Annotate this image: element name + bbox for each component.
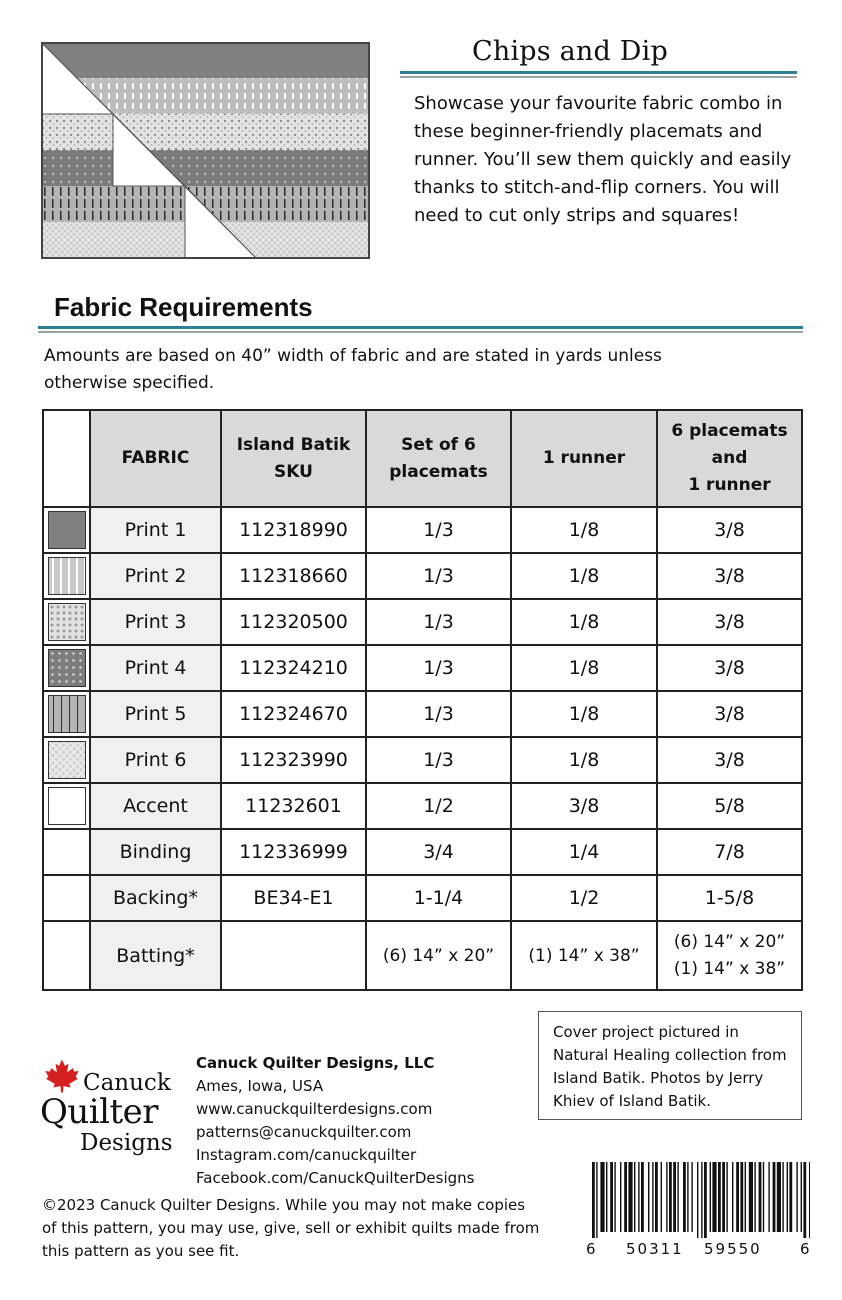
barcode-bar (641, 1162, 644, 1232)
barcode-bar (801, 1162, 802, 1232)
barcode-bar (673, 1162, 676, 1232)
company-website: www.canuckquilterdesigns.com (196, 1100, 433, 1118)
placemats-column-header: Set of 6 placemats (366, 410, 511, 507)
combo-column-header: 6 placemats and 1 runner (657, 410, 802, 507)
barcode-bar (600, 1162, 604, 1232)
runner-cell: 1/8 (511, 507, 657, 553)
barcode-bar (789, 1162, 792, 1232)
company-email: patterns@canuckquilter.com (196, 1123, 412, 1141)
sku-cell: 112336999 (221, 829, 366, 875)
swatch-cell (43, 783, 90, 829)
combo-cell: 3/8 (657, 507, 802, 553)
pattern-title: Chips and Dip (472, 36, 668, 67)
barcode-bar (740, 1162, 743, 1232)
barcode-bar (749, 1162, 753, 1232)
swatch-column-header (43, 410, 90, 507)
print-4-swatch (48, 649, 86, 687)
barcode-bar (754, 1162, 755, 1232)
barcode-bar (648, 1162, 649, 1232)
sku-cell: 112318990 (221, 507, 366, 553)
placemats-cell: 1/3 (366, 599, 511, 645)
sku-column-header: Island Batik SKU (221, 410, 366, 507)
accent-swatch (48, 787, 86, 825)
barcode-bar (620, 1162, 621, 1232)
barcode-bar (710, 1162, 711, 1232)
swatch-cell (43, 921, 90, 990)
print-6-swatch (48, 741, 86, 779)
print-1-swatch (48, 511, 86, 549)
quilt-strip-3 (41, 114, 370, 150)
swatch-cell (43, 875, 90, 921)
barcode-bar (809, 1162, 810, 1238)
barcode-bar (669, 1162, 672, 1232)
fabric-requirements-table (42, 409, 803, 991)
barcode-bar (768, 1162, 769, 1232)
placemats-cell: 3/4 (366, 829, 511, 875)
table-row (43, 599, 802, 645)
combo-cell: 3/8 (657, 553, 802, 599)
logo-canuck: Canuck (83, 1070, 171, 1096)
barcode-bar (745, 1162, 746, 1232)
table-row (43, 921, 802, 990)
company-facebook: Facebook.com/CanuckQuilterDesigns (196, 1169, 475, 1187)
barcode-bar (777, 1162, 781, 1232)
print-3-swatch (48, 603, 86, 641)
barcode-bar (592, 1162, 595, 1238)
barcode-digit-left: 6 (586, 1240, 596, 1258)
barcode-group-1: 50311 (626, 1240, 684, 1258)
barcode-bar (661, 1162, 662, 1232)
section-rule (38, 326, 803, 329)
barcode-bar (782, 1162, 783, 1232)
barcode-bar (712, 1162, 716, 1232)
barcode-bar (666, 1162, 667, 1232)
barcode-bar (614, 1162, 615, 1232)
runner-cell: 1/8 (511, 737, 657, 783)
barcode-bar (638, 1162, 639, 1232)
barcode-bar (652, 1162, 653, 1232)
table-row (43, 875, 802, 921)
combo-cell: (6) 14” x 20” (1) 14” x 38” (657, 921, 802, 990)
barcode-bar (634, 1162, 635, 1232)
company-instagram: Instagram.com/canuckquilter (196, 1146, 417, 1164)
barcode-bar (726, 1162, 727, 1232)
combo-cell: 7/8 (657, 829, 802, 875)
sku-cell: 112323990 (221, 737, 366, 783)
barcode-bar (704, 1162, 707, 1238)
quilt-strip-1 (41, 42, 370, 78)
table-row (43, 553, 802, 599)
fabric-name-cell: Print 4 (90, 645, 221, 691)
quilt-illustration (41, 42, 370, 259)
pattern-description: Showcase your favourite fabric combo in these beginner-friendly placemats and runner. You’ll sew them quickly and easily thanks to stitch-and-flip corners. You will need to cut only strips and squares! (414, 93, 792, 226)
swatch-cell (43, 645, 90, 691)
placemats-cell: 1-1/4 (366, 875, 511, 921)
company-logo (40, 1058, 190, 1168)
barcode-bar (596, 1162, 597, 1238)
barcode-bar (759, 1162, 762, 1232)
company-name: Canuck Quilter Designs, LLC (196, 1054, 435, 1072)
placemats-cell: 1/3 (366, 553, 511, 599)
runner-cell: 1/2 (511, 875, 657, 921)
runner-cell: (1) 14” x 38” (511, 921, 657, 990)
placemats-cell: 1/2 (366, 783, 511, 829)
table-row (43, 691, 802, 737)
sku-cell: 112324670 (221, 691, 366, 737)
barcode-bar (624, 1162, 627, 1232)
amounts-note: Amounts are based on 40” width of fabric and are stated in yards unless otherwise specified. (44, 346, 662, 393)
fabric-name-cell: Print 3 (90, 599, 221, 645)
title-rule-secondary (400, 76, 797, 78)
barcode-bar (732, 1162, 733, 1232)
runner-cell: 1/8 (511, 553, 657, 599)
placemats-cell: 1/3 (366, 507, 511, 553)
fabric-name-cell: Print 5 (90, 691, 221, 737)
barcode-bar (803, 1162, 806, 1238)
barcode-bar (722, 1162, 725, 1232)
cover-photo-credit: Cover project pictured in Natural Healing collection from Island Batik. Photos by Jerry Khiev of Island Batik. (538, 1011, 802, 1120)
runner-column-header: 1 runner (511, 410, 657, 507)
barcode-bar (697, 1162, 698, 1238)
runner-cell: 1/8 (511, 599, 657, 645)
combo-cell: 3/8 (657, 737, 802, 783)
table-row (43, 645, 802, 691)
barcode-bar (606, 1162, 607, 1232)
table-row (43, 783, 802, 829)
swatch-cell (43, 737, 90, 783)
fabric-name-cell: Backing* (90, 875, 221, 921)
logo-designs: Designs (80, 1130, 173, 1156)
print-2-swatch (48, 557, 86, 595)
fabric-name-cell: Print 2 (90, 553, 221, 599)
placemats-cell: 1/3 (366, 691, 511, 737)
barcode-bar (718, 1162, 721, 1232)
swatch-cell (43, 829, 90, 875)
swatch-cell (43, 553, 90, 599)
maple-leaf-icon (44, 1058, 80, 1094)
combo-cell: 5/8 (657, 783, 802, 829)
combo-cell: 3/8 (657, 645, 802, 691)
sku-cell: 112324210 (221, 645, 366, 691)
fabric-name-cell: Accent (90, 783, 221, 829)
logo-quilter: Quilter (40, 1092, 159, 1132)
sku-cell: 11232601 (221, 783, 366, 829)
barcode-bar (677, 1162, 678, 1232)
table-row (43, 737, 802, 783)
sku-cell: BE34-E1 (221, 875, 366, 921)
barcode-bar (787, 1162, 788, 1232)
fabric-name-cell: Print 1 (90, 507, 221, 553)
barcode-bar (683, 1162, 686, 1232)
barcode-bar (655, 1162, 658, 1232)
fabric-name-cell: Binding (90, 829, 221, 875)
runner-cell: 1/8 (511, 645, 657, 691)
barcode-bar (736, 1162, 739, 1232)
runner-cell: 1/4 (511, 829, 657, 875)
fabric-name-cell: Batting* (90, 921, 221, 990)
section-rule-secondary (38, 331, 803, 333)
runner-cell: 3/8 (511, 783, 657, 829)
barcode-bar (628, 1162, 632, 1232)
combo-cell: 3/8 (657, 691, 802, 737)
barcode-bar (687, 1162, 688, 1232)
placemats-cell: 1/3 (366, 645, 511, 691)
fabric-requirements-heading: Fabric Requirements (54, 292, 313, 322)
fabric-name-cell: Print 6 (90, 737, 221, 783)
barcode (592, 1162, 810, 1238)
company-info (196, 1052, 474, 1190)
sku-cell: 112320500 (221, 599, 366, 645)
quilt-strip-4 (41, 150, 370, 186)
table-row (43, 829, 802, 875)
barcode-digit-right: 6 (800, 1240, 810, 1258)
runner-cell: 1/8 (511, 691, 657, 737)
barcode-bar (773, 1162, 776, 1232)
copyright-notice: ©2023 Canuck Quilter Designs. While you may not make copies of this pattern, you may use, give, sell or exhibit quilts made from this pattern as you see fit. (42, 1196, 540, 1260)
sku-cell (221, 921, 366, 990)
swatch-cell (43, 599, 90, 645)
barcode-group-2: 59550 (704, 1240, 762, 1258)
placemats-cell: (6) 14” x 20” (366, 921, 511, 990)
barcode-bar (796, 1162, 797, 1232)
placemats-cell: 1/3 (366, 737, 511, 783)
table-row (43, 507, 802, 553)
company-location: Ames, Iowa, USA (196, 1077, 324, 1095)
barcode-bar (610, 1162, 613, 1232)
fabric-column-header: FABRIC (90, 410, 221, 507)
print-5-swatch (48, 695, 86, 733)
barcode-bar (763, 1162, 764, 1232)
title-rule (400, 71, 797, 74)
sku-cell: 112318660 (221, 553, 366, 599)
barcode-bar (691, 1162, 692, 1232)
combo-cell: 1-5/8 (657, 875, 802, 921)
table-header-row (43, 410, 802, 507)
swatch-cell (43, 507, 90, 553)
combo-cell: 3/8 (657, 599, 802, 645)
barcode-bar (701, 1162, 702, 1238)
swatch-cell (43, 691, 90, 737)
